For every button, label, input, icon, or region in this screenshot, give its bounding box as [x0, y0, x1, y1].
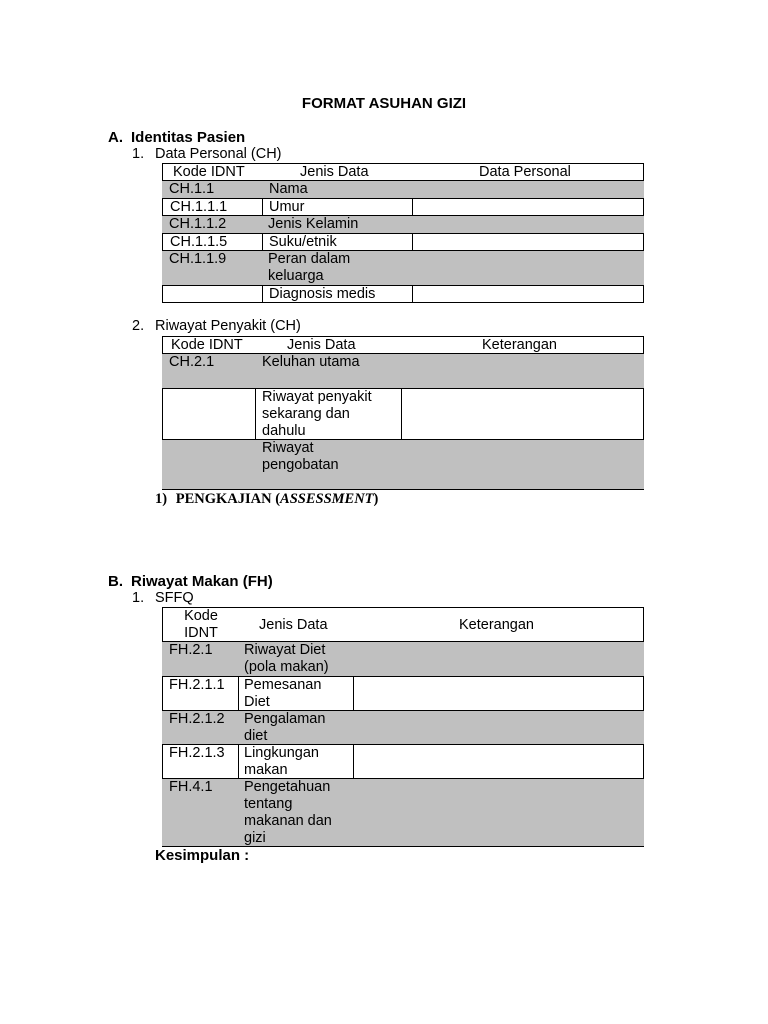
column-divider — [262, 286, 263, 302]
table-row — [162, 711, 644, 744]
table-row — [162, 198, 644, 216]
table-header-row — [162, 163, 644, 181]
column-divider — [412, 199, 413, 215]
row-code: CH.1.1.9 — [169, 251, 227, 267]
row-code: FH.2.1.3 — [169, 745, 225, 761]
subsection-a2-title: Riwayat Penyakit (CH) — [155, 318, 301, 334]
column-divider — [412, 286, 413, 302]
row-type: Pengalaman diet — [244, 711, 326, 744]
row-type: Lingkungan makan — [244, 745, 319, 778]
column-header-value: Data Personal — [479, 164, 571, 180]
subsection-a1-title: Data Personal (CH) — [155, 146, 282, 162]
table-row — [162, 440, 644, 490]
row-code: FH.2.1 — [169, 642, 213, 658]
column-header-note: Keterangan — [459, 617, 534, 633]
subsection-a2-number: 2. — [132, 318, 145, 334]
row-type: Keluhan utama — [262, 354, 360, 370]
column-divider — [238, 677, 239, 710]
table-row — [162, 779, 644, 847]
column-divider — [255, 389, 256, 439]
column-header-type: Jenis Data — [300, 164, 369, 180]
table-row — [162, 676, 644, 711]
table-row — [162, 216, 644, 233]
column-divider — [262, 199, 263, 215]
column-divider — [262, 234, 263, 250]
table-row — [162, 354, 644, 388]
document-title: FORMAT ASUHAN GIZI — [301, 95, 467, 112]
column-divider — [238, 745, 239, 778]
row-code: FH.2.1.1 — [169, 677, 225, 693]
conclusion-label: Kesimpulan : — [155, 847, 250, 864]
row-type: Pemesanan Diet — [244, 677, 322, 710]
row-type: Umur — [269, 199, 305, 215]
table-row — [162, 744, 644, 779]
table-header-row — [162, 607, 644, 642]
section-b-title: Riwayat Makan (FH) — [131, 573, 273, 590]
column-header-code: Kode IDNT — [171, 337, 243, 353]
row-type: Riwayat penyakit sekarang dan dahulu — [262, 389, 372, 439]
section-b-label: B. — [108, 573, 123, 590]
assessment-italic: ASSESSMENT — [280, 491, 374, 507]
column-divider — [412, 234, 413, 250]
assessment-number: 1) — [155, 491, 168, 507]
row-code: CH.1.1.2 — [169, 216, 227, 232]
column-header-type: Jenis Data — [287, 337, 356, 353]
row-code: CH.1.1.5 — [170, 234, 228, 250]
row-code: FH.4.1 — [169, 779, 213, 795]
row-code: CH.1.1.1 — [170, 199, 228, 215]
table-row — [162, 181, 644, 198]
table-row — [162, 233, 644, 251]
row-type: Suku/etnik — [269, 234, 337, 250]
column-header-note: Keterangan — [482, 337, 557, 353]
row-code: FH.2.1.2 — [169, 711, 225, 727]
column-header-code: Kode IDNT — [184, 608, 218, 641]
section-a-title: Identitas Pasien — [131, 129, 246, 146]
subsection-b1-number: 1. — [132, 590, 145, 606]
section-a-label: A. — [108, 129, 123, 146]
table-row — [162, 642, 644, 676]
row-type: Riwayat Diet (pola makan) — [244, 642, 329, 675]
column-header-type: Jenis Data — [259, 617, 328, 633]
column-divider — [353, 677, 354, 710]
table-header-row — [162, 336, 644, 354]
row-type: Nama — [269, 181, 308, 197]
subsection-a1-number: 1. — [132, 146, 145, 162]
assessment-close: ) — [373, 491, 379, 507]
table-row — [162, 285, 644, 303]
row-type: Peran dalam keluarga — [268, 251, 351, 284]
row-type: Diagnosis medis — [269, 286, 376, 302]
column-divider — [401, 389, 402, 439]
table-row — [162, 251, 644, 285]
row-code: CH.2.1 — [169, 354, 215, 370]
row-type: Jenis Kelamin — [268, 216, 359, 232]
assessment-text: PENGKAJIAN ( — [175, 491, 281, 507]
row-type: Pengetahuan tentang makanan dan gizi — [244, 779, 332, 846]
subsection-b1-title: SFFQ — [155, 590, 194, 606]
column-header-code: Kode IDNT — [173, 164, 245, 180]
column-divider — [353, 745, 354, 778]
table-row — [162, 388, 644, 440]
row-code: CH.1.1 — [169, 181, 215, 197]
assessment-heading — [155, 491, 378, 508]
row-type: Riwayat pengobatan — [262, 440, 339, 473]
